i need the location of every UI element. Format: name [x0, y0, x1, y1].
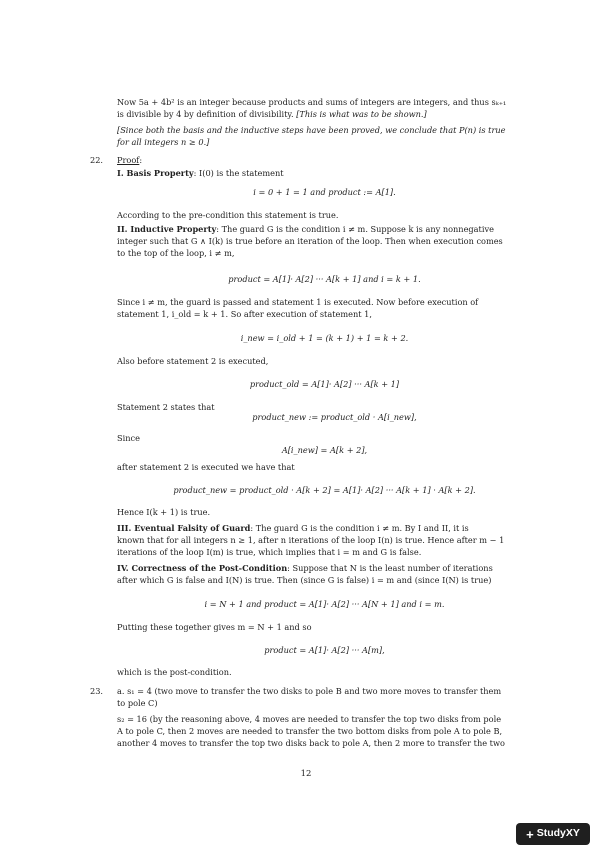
equation: i = 0 + 1 = 1 and product := A[1].	[253, 187, 396, 197]
equation: i = N + 1 and product = A[1]· A[2] ··· A[N + 1] and i = m.	[204, 599, 445, 609]
text-line: to pole C)	[117, 698, 158, 708]
equation: i_new = i_old + 1 = (k + 1) + 1 = k + 2.	[240, 333, 409, 343]
inductive-line	[117, 224, 532, 236]
page-number: 12	[300, 769, 312, 779]
text-line: s₂ = 16 (by the reasoning above, 4 moves are needed to transfer the top two disks from pole	[117, 714, 502, 724]
correctness-line	[117, 563, 532, 575]
text-line: Now 5a + 4b² is an integer because products and sums of integers are integers, and thus sₖ₊₁	[117, 97, 507, 107]
proof-label: Proof	[117, 155, 140, 165]
correctness-heading: IV. Correctness of the Post-Condition	[117, 563, 288, 573]
text-line: According to the pre-condition this statement is true.	[117, 210, 339, 220]
text-line: for all integers n ≥ 0.]	[117, 137, 210, 147]
logo-text: StudyXY	[536, 827, 580, 840]
text-line: Hence I(k + 1) is true.	[117, 507, 211, 517]
text-span-italic: [This is what was to be shown.]	[296, 109, 427, 119]
equation: product = A[1]· A[2] ··· A[k + 1] and i = k + 1.	[228, 274, 421, 284]
text-line: Statement 2 states that	[117, 402, 215, 412]
text-line: [Since both the basis and the inductive steps have been proved, we conclude that P(n) is true	[117, 125, 506, 135]
basis-line	[117, 168, 532, 180]
text-line: A to pole C, then 2 moves are needed to transfer the two bottom disks from pole A to pole B,	[117, 726, 503, 736]
text-line	[117, 109, 532, 121]
basis-heading: I. Basis Property	[117, 168, 194, 178]
eventual-line	[117, 523, 532, 535]
text-line: Since	[117, 433, 140, 443]
text-line: iterations of the loop I(m) is true, which implies that i = m and G is false.	[117, 547, 422, 557]
proof-colon: :	[139, 155, 143, 165]
text-line: integer such that G ∧ I(k) is true before an iteration of the loop. Then when execution comes	[117, 236, 503, 246]
proof-heading	[117, 155, 532, 167]
text-line: to the top of the loop, i ≠ m,	[117, 248, 235, 258]
equation: product = A[1]· A[2] ··· A[m],	[264, 645, 385, 655]
correctness-text: : Suppose that N is the least number of iterations	[287, 563, 493, 573]
text-line: after which G is false and I(N) is true. Then (since G is false) i = m and (since I(N) is true)	[117, 575, 492, 585]
text-line: Also before statement 2 is executed,	[117, 356, 269, 366]
eventual-heading: III. Eventual Falsity of Guard	[117, 523, 251, 533]
eventual-text: : The guard G is the condition i ≠ m. By I and II, it is	[250, 523, 469, 533]
text-line: a. s₁ = 4 (two move to transfer the two disks to pole B and two more moves to transfer them	[117, 686, 502, 696]
studyxy-logo[interactable]	[516, 823, 590, 845]
text-line: known that for all integers n ≥ 1, after n iterations of the loop I(n) is true. Hence after m − 1	[117, 535, 505, 545]
problem-number: 22.	[90, 155, 104, 165]
equation: product_new := product_old · A[i_new],	[252, 412, 417, 422]
text-line: which is the post-condition.	[117, 667, 232, 677]
text-line: after statement 2 is executed we have that	[117, 462, 295, 472]
equation: product_old = A[1]· A[2] ··· A[k + 1]	[249, 379, 400, 389]
equation: product_new = product_old · A[k + 2] = A[1]· A[2] ··· A[k + 1] · A[k + 2].	[173, 485, 476, 495]
text-line: Since i ≠ m, the guard is passed and statement 1 is executed. Now before execution of	[117, 297, 479, 307]
basis-text: : I(0) is the statement	[193, 168, 284, 178]
plus-icon: +	[526, 826, 534, 842]
inductive-text: : The guard G is the condition i ≠ m. Suppose k is any nonnegative	[216, 224, 494, 234]
text-line: statement 1, i_old = k + 1. So after execution of statement 1,	[117, 309, 372, 319]
text-line: Putting these together gives m = N + 1 and so	[117, 622, 312, 632]
problem-number: 23.	[90, 686, 104, 696]
text-span: is divisible by 4 by definition of divisibility.	[117, 109, 294, 119]
equation: A[i_new] = A[k + 2],	[281, 445, 368, 455]
inductive-heading: II. Inductive Property	[117, 224, 217, 234]
text-line: another 4 moves to transfer the top two disks back to pole A, then 2 more to transfer the two	[117, 738, 505, 748]
